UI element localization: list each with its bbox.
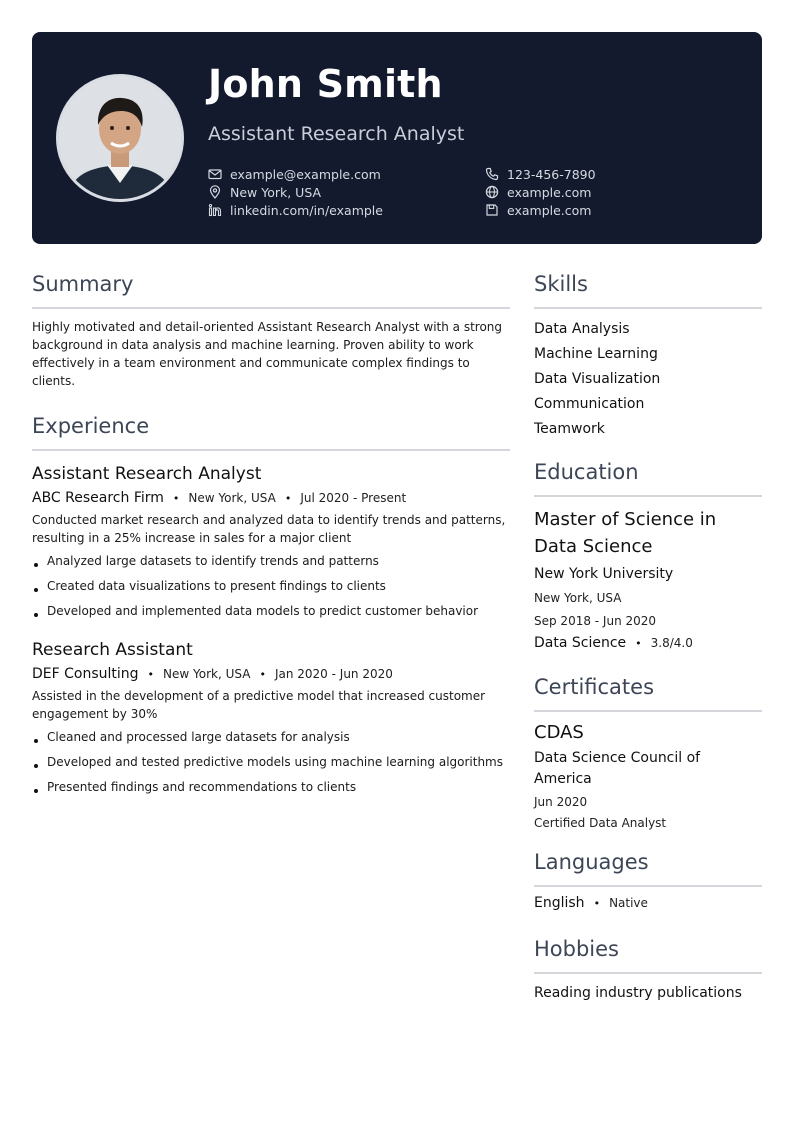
contact-linkedin[interactable]: linkedin.com/in/example	[208, 201, 383, 219]
edu-degree: Master of Science in Data Science	[534, 509, 717, 557]
section-divider	[32, 307, 510, 309]
section-title: Experience	[32, 414, 150, 438]
separator-dot: •	[147, 668, 155, 681]
contact-location: New York, USA	[208, 183, 321, 201]
section-title: Education	[534, 460, 639, 484]
edu-gpa: 3.8/4.0	[650, 636, 693, 650]
linkedin-icon	[208, 203, 222, 217]
separator-dot: •	[172, 492, 180, 505]
hobby-item: Reading industry publications	[534, 985, 742, 1001]
edu-school: New York University	[534, 566, 674, 582]
section-divider	[32, 449, 510, 451]
list-item: Developed and implemented data models to predict customer behavior	[32, 599, 510, 624]
globe-icon	[485, 185, 499, 199]
candidate-name: John Smith	[208, 62, 443, 106]
section-divider	[534, 495, 762, 497]
list-item: Developed and tested predictive models using machine learning algorithms	[32, 750, 510, 775]
section-title: Certificates	[534, 675, 655, 699]
edu-field-row	[534, 635, 762, 651]
languages-section	[534, 846, 762, 911]
section-divider	[534, 710, 762, 712]
job-meta	[32, 666, 510, 682]
job-title: Research Assistant	[32, 640, 193, 660]
skill-item: Data Analysis	[534, 321, 630, 337]
location-pin-icon	[208, 185, 222, 199]
skill-item: Machine Learning	[534, 346, 658, 362]
skill-item: Teamwork	[534, 421, 605, 437]
section-title: Summary	[32, 272, 134, 296]
cert-name: CDAS	[534, 722, 584, 743]
section-title: Languages	[534, 850, 649, 874]
section-divider	[534, 307, 762, 309]
separator-dot: •	[284, 492, 292, 505]
skill-item: Communication	[534, 396, 645, 412]
profile-photo	[56, 74, 184, 202]
list-item: Cleaned and processed large datasets for analysis	[32, 725, 510, 750]
candidate-headline: Assistant Research Analyst	[208, 123, 465, 145]
language-name: English	[534, 895, 585, 911]
cert-credential: Certified Data Analyst	[534, 816, 667, 830]
job-entry	[32, 463, 510, 624]
list-item: Analyzed large datasets to identify trends and patterns	[32, 549, 510, 574]
job-meta	[32, 490, 510, 506]
phone-icon	[485, 167, 499, 181]
section-title: Hobbies	[534, 937, 619, 961]
side-column	[534, 268, 762, 1003]
job-entry	[32, 639, 510, 800]
section-divider	[534, 972, 762, 974]
section-title: Skills	[534, 272, 588, 296]
job-dates: Jan 2020 - Jun 2020	[274, 667, 393, 681]
job-location: New York, USA	[163, 667, 251, 681]
edu-dates: Sep 2018 - Jun 2020	[534, 614, 657, 628]
job-description: Conducted market research and analyzed data to identify trends and patterns, resulting in a 25% increase in sales for a major client	[32, 513, 506, 545]
skill-item: Data Visualization	[534, 371, 661, 387]
contact-portfolio[interactable]: example.com	[485, 201, 591, 219]
language-level: Native	[609, 896, 648, 910]
contact-email[interactable]: example@example.com	[208, 165, 381, 183]
cert-date: Jun 2020	[534, 795, 588, 809]
job-company: DEF Consulting	[32, 666, 139, 682]
skills-section	[534, 268, 762, 442]
list-item: Presented findings and recommendations to clients	[32, 775, 510, 800]
job-company: ABC Research Firm	[32, 490, 164, 506]
separator-dot: •	[635, 637, 642, 650]
job-description: Assisted in the development of a predictive model that increased customer engagement by 30%	[32, 689, 486, 721]
cert-issuer: Data Science Council of America	[534, 750, 701, 787]
job-dates: Jul 2020 - Present	[300, 491, 407, 505]
portfolio-icon	[485, 203, 499, 217]
skills-list	[534, 317, 762, 442]
edu-location: New York, USA	[534, 591, 622, 605]
contact-phone[interactable]: 123-456-7890	[485, 165, 596, 183]
education-section	[534, 456, 762, 651]
separator-dot: •	[593, 897, 601, 910]
resume-header	[32, 32, 762, 244]
summary-section	[32, 268, 510, 390]
language-row	[534, 895, 762, 911]
section-divider	[534, 885, 762, 887]
hobbies-section	[534, 933, 762, 1003]
job-title: Assistant Research Analyst	[32, 464, 262, 484]
summary-text: Highly motivated and detail-oriented Assistant Research Analyst with a strong background in data analysis and machine learning. Proven ability to work effectively in a team environment and communicate complex findings to clients.	[32, 320, 503, 388]
list-item: Created data visualizations to present findings to clients	[32, 574, 510, 599]
job-bullets	[32, 725, 510, 800]
mail-icon	[208, 167, 222, 181]
separator-dot: •	[259, 668, 266, 681]
experience-section	[32, 410, 510, 800]
job-bullets	[32, 549, 510, 624]
certificates-section	[534, 671, 762, 832]
edu-field: Data Science	[534, 635, 627, 651]
main-column	[32, 268, 510, 800]
job-location: New York, USA	[188, 491, 276, 505]
contact-website[interactable]: example.com	[485, 183, 591, 201]
